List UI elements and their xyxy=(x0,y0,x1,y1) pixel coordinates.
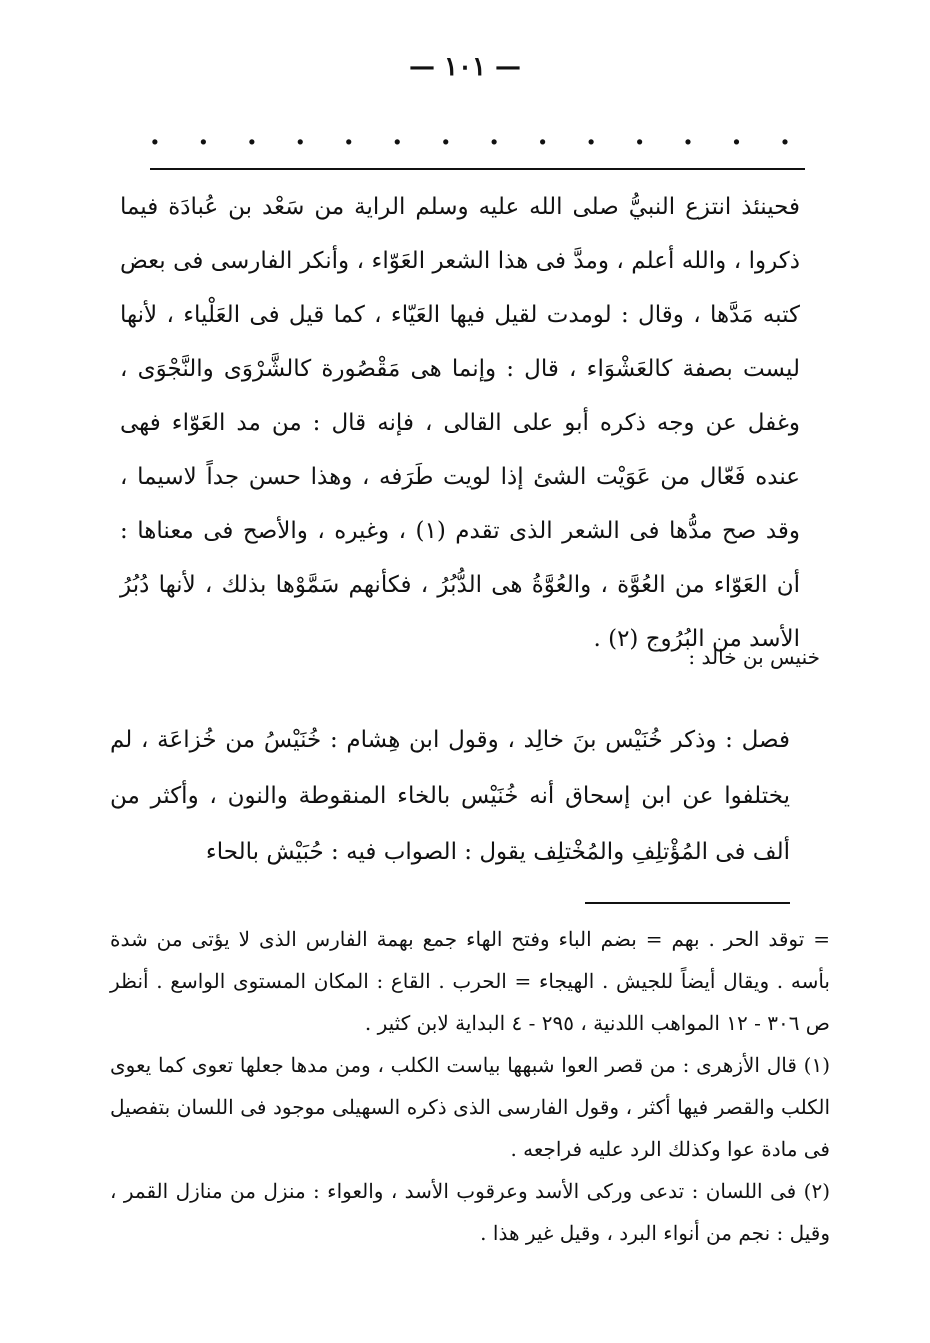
dot: . xyxy=(780,118,790,151)
footnotes-block xyxy=(110,918,830,1254)
footnote-continuation: = توقد الحر . بهم = بضم الباء وفتح الهاء جمع بهمة الفارس الذى لا يؤتى من شدة بأسه . ويقال أيضاً للجيش . الهيجاء = الحرب . القاع : المكان المستوى الواسع . أنظر ص ٣٠٦ - ١٢ المواهب اللدنية ، ٢٩٥ - ٤ البداية لابن كثير . xyxy=(110,927,830,1035)
main-text-block xyxy=(120,180,800,666)
dot: . xyxy=(683,118,693,151)
section-paragraph: فصل : وذكر خُنَيْس بنَ خالِد ، وقول ابن هِشام : خُنَيْسُ من خُزاعَة ، لم يختلفوا عن ابن إسحاق أنه خُنَيْس بالخاء المنقوطة والنون ، وأكثر من ألف فى المُؤْتلِفِ والمُخْتلِف يقول : الصواب فيه : حُبَيْش بالحاء xyxy=(110,727,790,865)
header-divider xyxy=(150,168,805,170)
dot: . xyxy=(634,118,645,151)
dot: . xyxy=(537,118,548,151)
dot: . xyxy=(198,118,209,151)
dot: . xyxy=(392,118,403,151)
dot: . xyxy=(586,118,596,151)
footnote-divider xyxy=(585,902,790,904)
dot: . xyxy=(440,118,451,151)
dot: . xyxy=(731,118,742,151)
section-heading: خنيس بن خالد : xyxy=(688,645,820,669)
section-text-block xyxy=(110,712,790,880)
footnote-1: (١) قال الأزهرى : من قصر العوا شبهها بياست الكلب ، ومن مدها جعلها تعوى كما يعوى الكلب والقصر فيها أكثر ، وقول الفارسى الذى ذكره السهيلى موجود فى اللسان بتفصيل فى مادة عوا وكذلك الرد عليه فراجعه . xyxy=(110,1053,830,1161)
main-paragraph: فحينئذ انتزع النبيُّ صلى الله عليه وسلم الراية من سَعْد بن عُبادَة فيما ذكروا ، والله أعلم ، ومدَّ فى هذا الشعر العَوّاء ، وأنكر الفارسى فى بعض كتبه مَدَّها ، وقال : لومدت لقيل فيها العَيّاء ، كما قيل فى العَلْياء ، لأنها ليست بصفة كالعَشْوَاء ، قال : وإنما هى مَقْصُورة كالشَّرْوَى والنَّجْوَى ، وغفل عن وجه ذكره أبو على القالى ، فإنه قال : من مد العَوّاء فهى عنده فَعّال من عَوَيْت الشئ إذا لويت طَرَفه ، وهذا حسن جداً لاسيما ، وقد صح مدُّها فى الشعر الذى تقدم (١) ، وغيره ، والأصح فى معناها : أن العَوّاء من العُوَّة ، والعُوَّةُ هى الدُّبُرُ ، فكأنهم سَمَّوْها بذلك ، لأنها دُبُرُ الأسد من البُرُوج (٢) . xyxy=(120,194,800,652)
ornamental-dots-row xyxy=(150,118,790,151)
page-number: — ١٠١ — xyxy=(408,52,522,82)
dot: . xyxy=(150,118,160,151)
dot: . xyxy=(343,118,354,151)
dot: . xyxy=(246,118,257,151)
footnote-2: (٢) فى اللسان : تدعى وركى الأسد وعرقوب الأسد ، والعواء : منزل من منازل القمر ، وقيل : نجم من أنواء البرد ، وقيل غير هذا . xyxy=(110,1179,830,1245)
dot: . xyxy=(295,118,306,151)
dot: . xyxy=(489,118,500,151)
